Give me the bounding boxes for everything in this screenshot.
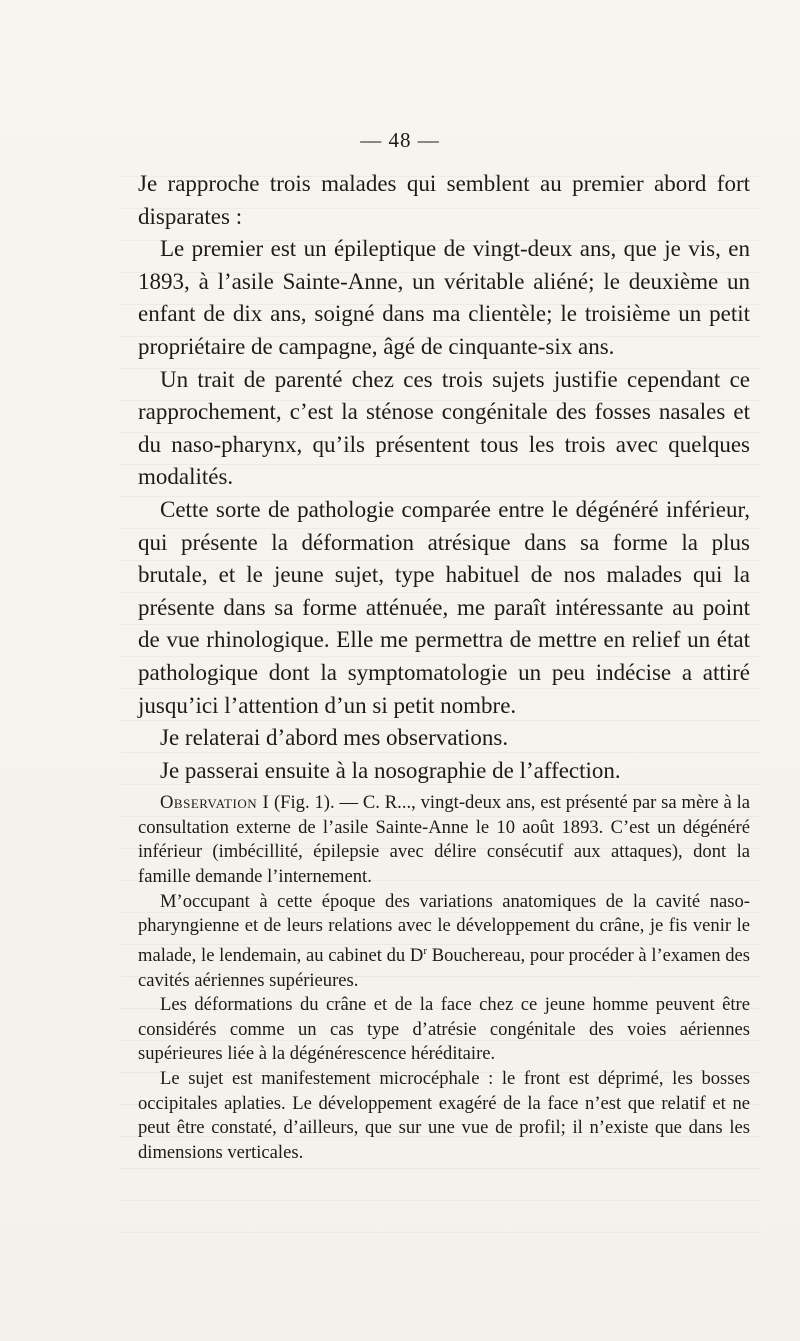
paragraph-observations: Je relaterai d’abord mes observations. <box>160 725 509 751</box>
paragraph-three-patients: Le premier est un épileptique de vingt-deux ans, que je vis, en 1893, à l’asile Sainte-Anne, un véritable aliéné; le deuxième un enfant de dix ans, soigné dans ma clientèle; le troisième un petit propriétaire de campagne, âgé de cinquante-six ans. <box>138 236 750 359</box>
observation-paragraph <box>138 791 750 889</box>
paragraph-examination <box>138 890 750 994</box>
observation-text: (Fig. 1). — C. R..., vingt-deux ans, est présenté par sa mère à la consultation externe de l’asile Sainte-Anne le 10 août 1893. C’est un dégénéré inférieur (imbécillité, épilepsie avec délire consécutif aux attaques), dont la famille demande l’internement. <box>138 792 750 888</box>
paragraph-deformations: Les déformations du crâne et de la face chez ce jeune homme peuvent être considérés comme un cas type d’atrésie congénitale des voies aériennes supérieures liée à la dégénérescence héréditaire. <box>138 994 750 1065</box>
paragraph-nosography: Je passerai ensuite à la nosographie de l’affection. <box>160 757 621 783</box>
page-number: — 48 — <box>360 128 440 152</box>
doctor-superscript: r <box>423 944 427 957</box>
paragraph-microcephaly: Le sujet est manifestement microcéphale : le front est déprimé, les bosses occipitales aplaties. Le développement exagéré de la face n’est que relatif et ne peut être constaté, d’ailleurs, que sur une vue de profil; il n’existe que dans les dimensions verticales. <box>138 1068 750 1163</box>
page-body <box>138 168 750 1165</box>
examination-text-b: Bouchereau, pour procéder à l’examen des cavités aériennes supérieures. <box>138 945 750 991</box>
paragraph-intro: Je rapproche trois malades qui semblent au premier abord fort disparates : <box>138 171 750 229</box>
examination-text-a: M’occupant à cette époque des variations anatomiques de la cavité naso-pharyngienne et de leurs relations avec le développement du crâne, je fis venir le malade, le lendemain, au cabinet du D <box>138 890 750 967</box>
paragraph-comparative-pathology: Cette sorte de pathologie comparée entre le dégénéré inférieur, qui présente la déformation atrésique dans sa forme la plus brutale, et le jeune sujet, type habituel de nos malades qui la présente dans sa forme atténuée, me paraît intéressante au point de vue rhinologique. Elle me permettra de mettre en relief un état pathologique dont la symptomatologie un peu indécise a attiré jusqu’ici l’attention d’un si petit nombre. <box>138 496 750 718</box>
observation-heading: Observation I <box>160 792 270 814</box>
paragraph-kinship: Un trait de parenté chez ces trois sujets justifie cependant ce rapprochement, c’est la sténose congénitale des fosses nasales et du naso-pharynx, qu’ils présentent tous les trois avec quelques modalités. <box>138 366 750 490</box>
